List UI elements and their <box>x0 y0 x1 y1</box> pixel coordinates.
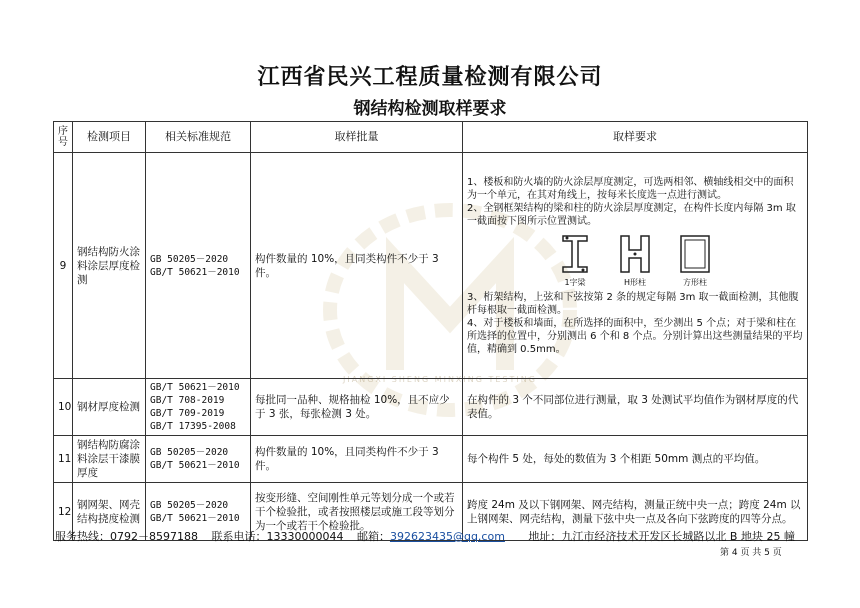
phone: 联系电话：13330000044 <box>211 530 344 543</box>
standard-code: GB 50205－2020 <box>150 447 229 458</box>
document-title: 钢结构检测取样要求 <box>353 99 507 119</box>
row-requirements: 在构件的 3 个不同部位进行测量，取 3 处测试平均值作为钢材厚度的代表值。 <box>463 379 808 436</box>
standard-code: GB/T 50621－2010 <box>150 460 240 471</box>
standard-code: GB/T 50621－2010 <box>150 512 240 524</box>
table-row <box>54 153 808 379</box>
row-batch: 构件数量的 10%，且同类构件不少于 3 件。 <box>251 436 463 483</box>
header-item: 检测项目 <box>73 122 146 153</box>
table-header-row <box>54 122 808 153</box>
row-requirements: 跨度 24m 及以下钢网架、网壳结构，测量正统中央一点；跨度 24m 以上钢网架、网壳结构，测量下弦中央一点及各向下弦跨度的四等分点。 <box>463 483 808 541</box>
measurement-diagram <box>467 232 803 289</box>
header-standards: 相关标准规范 <box>146 122 251 153</box>
header-no: 序号 <box>54 122 73 153</box>
company-name: 江西省民兴工程质量检测有限公司 <box>257 65 603 90</box>
row-no: 9 <box>54 153 73 379</box>
standard-code: GB/T 50621－2010 <box>150 266 240 278</box>
table-row <box>54 379 808 436</box>
table-row <box>54 436 808 483</box>
standard-code: GB/T 708-2019 <box>150 395 225 406</box>
header-requirements: 取样要求 <box>463 122 808 153</box>
header-batch: 取样批量 <box>251 122 463 153</box>
address: 地址：九江市经济技术开发区长城路以北 B 地块 25 幢 <box>528 530 795 543</box>
email-label: 邮箱： <box>356 530 390 543</box>
row-batch: 构件数量的 10%，且同类构件不少于 3 件。 <box>251 153 463 379</box>
row-no: 12 <box>54 483 73 541</box>
row-standards <box>146 436 251 483</box>
standard-code: GB/T 50621－2010 <box>150 382 240 393</box>
row-item: 钢结构防腐涂料涂层干漆膜厚度 <box>73 436 146 483</box>
requirement-para: 2、全钢框架结构的梁和柱的防火涂层厚度测定，在构件长度内每隔 3m 取一截面按下图所示位置测试。 <box>467 202 796 227</box>
requirement-para: 4、对于楼板和墙面，在所选择的面积中，至少测出 5 个点；对于梁和柱在所选择的位置中，分别测出 6 个和 8 个点。分别计算出这些测量结果的平均值，精确到 0.5mm。 <box>467 317 803 355</box>
row-standards <box>146 153 251 379</box>
box-column-diagram <box>675 232 715 276</box>
watermark-text: JIANGXI SHENG MINXING TESTING <box>343 375 537 384</box>
row-item: 钢网架、网壳结构挠度检测 <box>73 483 146 541</box>
hotline: 服务热线：0792－8597188 <box>55 530 198 543</box>
row-no: 10 <box>54 379 73 436</box>
standard-code: GB 50205－2020 <box>150 253 229 265</box>
diagram-label: 方形柱 <box>683 277 707 287</box>
diagram-label: H形柱 <box>623 277 646 287</box>
requirement-para: 1、楼板和防火墙的防火涂层厚度测定，可选两相邻、横轴线相交中的面积为一个单元，在其对角线上，按每米长度选一点进行测试。 <box>467 176 794 201</box>
sampling-requirements-table <box>53 121 808 541</box>
i-beam-diagram <box>555 232 595 276</box>
row-requirements <box>463 153 808 379</box>
row-item: 钢结构防火涂料涂层厚度检测 <box>73 153 146 379</box>
page-number: 第 4 页 共 5 页 <box>720 548 782 558</box>
row-item: 钢材厚度检测 <box>73 379 146 436</box>
h-column-diagram <box>615 232 655 276</box>
row-requirements: 每个构件 5 处，每处的数值为 3 个相距 50mm 测点的平均值。 <box>463 436 808 483</box>
page-footer <box>55 528 815 544</box>
row-no: 11 <box>54 436 73 483</box>
standard-code: GB/T 17395-2008 <box>150 421 236 432</box>
row-batch: 每批同一品种、规格抽检 10%，且不应少于 3 张，每张检测 3 处。 <box>251 379 463 436</box>
row-batch: 按变形缝、空间刚性单元等划分成一个或若干个检验批，或者按照楼层或施工段等划分为一个或若干个检验批。 <box>251 483 463 541</box>
standard-code: GB/T 709-2019 <box>150 408 225 419</box>
requirement-para: 3、桁架结构，上弦和下弦按第 2 条的规定每隔 3m 取一截面检测，其他腹杆每根取一截面检测。 <box>467 291 799 316</box>
diagram-label: 1字梁 <box>564 277 586 287</box>
email-link[interactable]: 392623435@qq.com <box>389 530 505 543</box>
row-standards <box>146 379 251 436</box>
standard-code: GB 50205－2020 <box>150 499 229 511</box>
